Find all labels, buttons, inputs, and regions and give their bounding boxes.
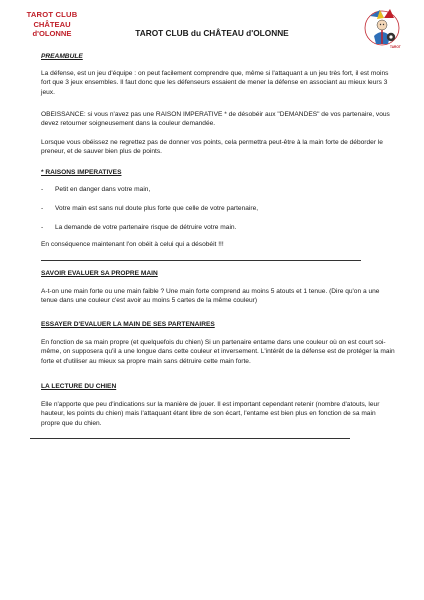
logo-line-2: CHÂTEAU d'OLONNE <box>32 20 72 38</box>
savoir-heading-block <box>41 269 395 278</box>
raisons-conclusion: En conséquence maintenant l'on obéit à celui qui a désobéit !!! <box>41 241 224 248</box>
lecture-paragraph: Elle n'apporte que peu d'indications sur la manière de jouer. Il est important cependant retenir (nombre d'atouts, leur hauteur, les points du chien) mais l'attaquant étant libre de son écart, l'entame est bien plus en fonction de sa main propre que du chien. <box>41 401 380 427</box>
divider <box>41 260 361 261</box>
page-title: TAROT CLUB du CHÂTEAU d'OLONNE <box>135 28 289 38</box>
list-item-text: La demande de votre partenaire risque de détruire votre main. <box>55 224 237 231</box>
preambule-section <box>41 52 395 61</box>
raisons-heading-block <box>41 168 395 177</box>
preambule-paragraph-1: La défense, est un jeu d'équipe : on peut facilement comprendre que, même si l'attaquant a un jeu très fort, il est moins fort que 3 jeux ensembles. Il faut donc que les défenseurs essaient de mener la défense en associant au mieux leurs 3 jeux. <box>41 70 389 96</box>
essayer-heading-block <box>41 320 395 329</box>
savoir-paragraph: A-t-on une main forte ou une main faible ? Une main forte comprend au moins 5 atouts et 1 tenue. (Dire qu'on a une tenue dans une couleur c'est avoir au moins 5 cartes de la même couleur) <box>41 288 380 305</box>
logo-line-1: TAROT CLUB <box>26 10 78 19</box>
lecture-heading: LA LECTURE DU CHIEN <box>41 383 117 390</box>
list-item: - La demande de votre partenaire risque de détruire votre main. <box>41 224 237 231</box>
essayer-paragraph: En fonction de sa main propre (et quelquefois du chien) Si un partenaire entame dans une couleur où on est court soi-même, on supposera qu'il a une longue dans cette couleur et inversement. L'intérêt de la défense est de protéger la main forte et d'utiliser au mieux sa propre main sans détruire cette main forte. <box>41 339 395 365</box>
lecture-heading-block <box>41 382 395 391</box>
preambule-paragraph-2: OBEISSANCE: si vous n'avez pas une RAISON IMPERATIVE * de désobéir aux "DEMANDES" de vos partenaire, vous devez retourner soigneusement dans la couleur demandée. <box>41 111 390 128</box>
raisons-heading: * RAISONS IMPERATIVES <box>41 169 122 176</box>
preambule-paragraph-3: Lorsque vous obéissez ne regrettez pas de donner vos points, cela permettra peut-être à la main forte de déborder le preneur, et de sauver bien plus de points. <box>41 139 383 156</box>
svg-text:TAROT: TAROT <box>390 45 401 49</box>
preambule-heading: PREAMBULE <box>41 53 83 60</box>
list-item-text: Votre main est sans nul doute plus forte que celle de votre partenaire, <box>55 205 259 212</box>
essayer-heading: ESSAYER D'EVALUER LA MAIN DE SES PARTENAIRES <box>41 321 215 328</box>
divider <box>30 438 350 439</box>
list-item: - Petit en danger dans votre main, <box>41 186 151 193</box>
list-item-text: Petit en danger dans votre main, <box>55 186 151 193</box>
savoir-heading: SAVOIR EVALUER SA PROPRE MAIN <box>41 270 158 277</box>
jester-logo-icon <box>360 6 404 50</box>
list-item: - Votre main est sans nul doute plus forte que celle de votre partenaire, <box>41 205 259 212</box>
